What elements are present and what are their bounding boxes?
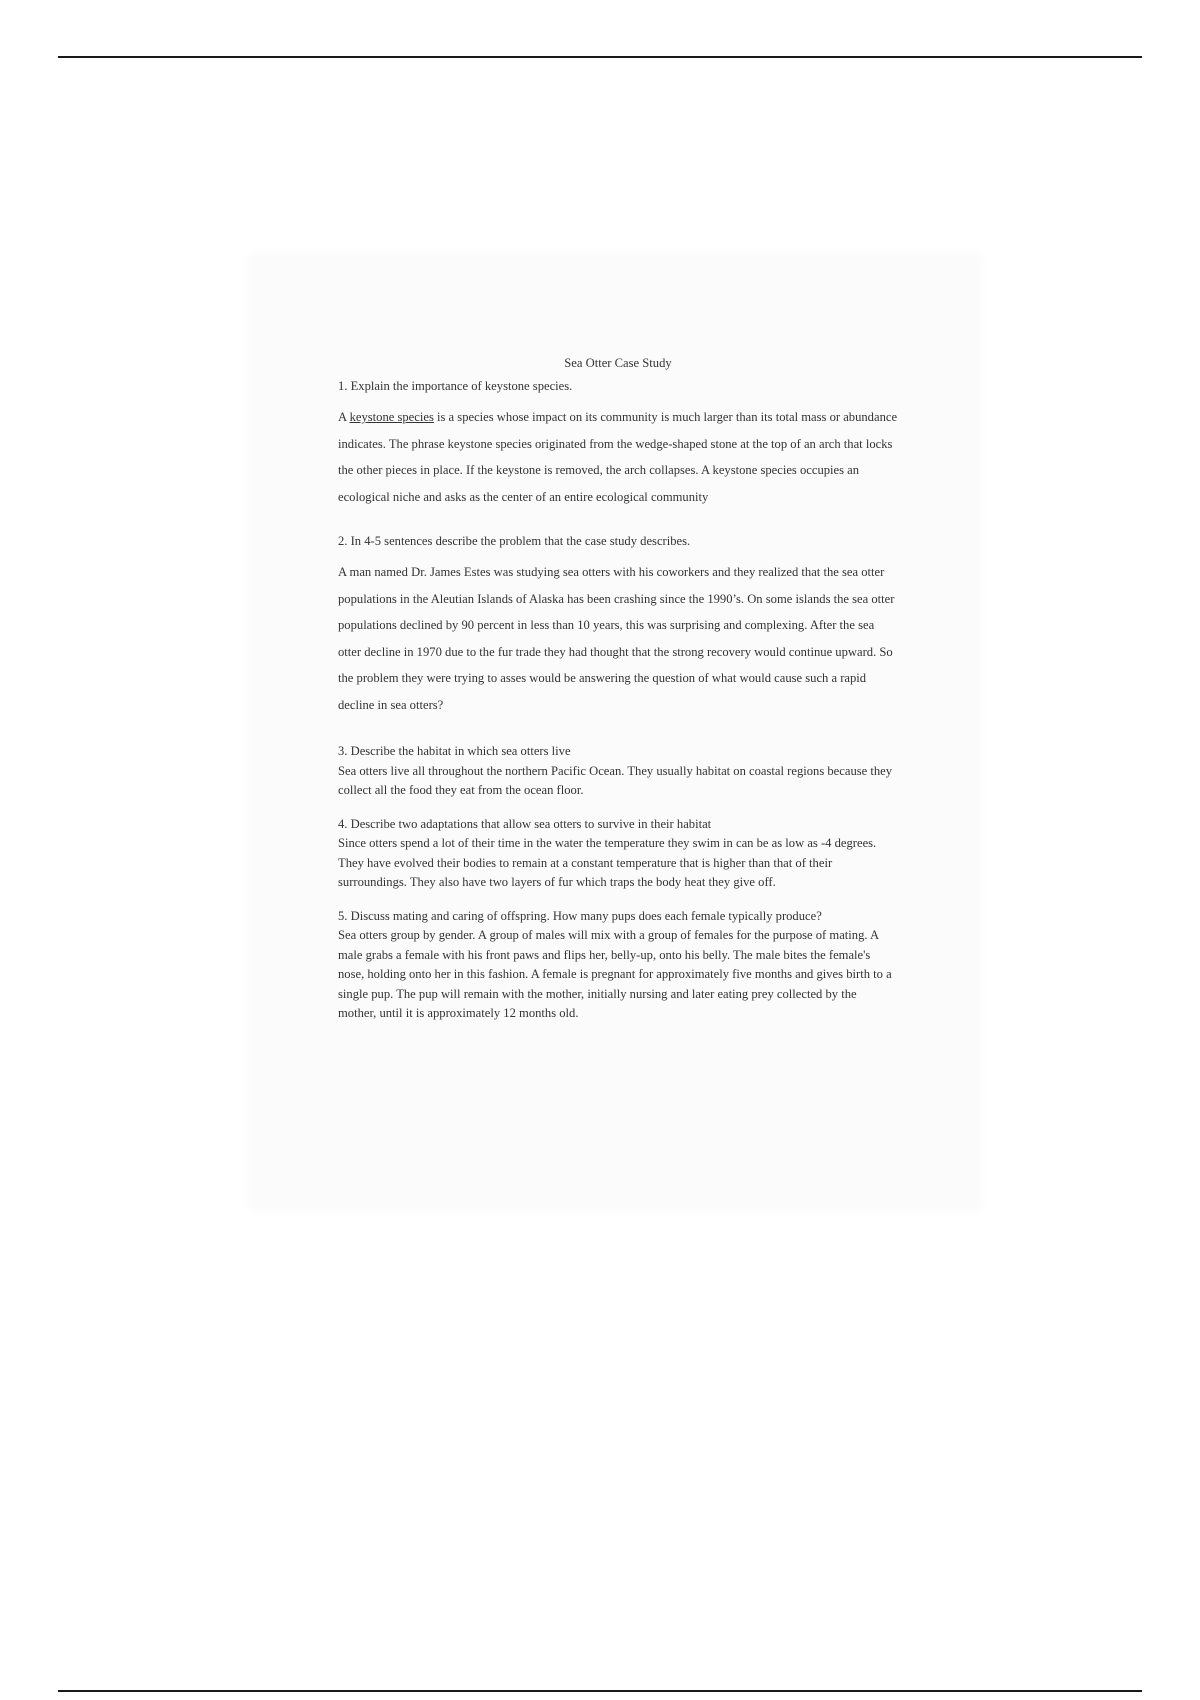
question-3: 3. Describe the habitat in which sea otters live <box>338 744 571 758</box>
bottom-rule <box>58 1690 1142 1692</box>
document-content <box>338 356 898 1024</box>
question-1: 1. Explain the importance of keystone species. <box>338 379 573 393</box>
top-rule <box>58 56 1142 58</box>
answer-1-prefix: A <box>338 410 350 424</box>
keystone-species-term: keystone species <box>349 410 434 424</box>
question-4: 4. Describe two adaptations that allow sea otters to survive in their habitat <box>338 816 712 831</box>
question-2: 2. In 4-5 sentences describe the problem that the case study describes. <box>338 534 691 548</box>
question-5: 5. Discuss mating and caring of offspring. How many pups does each female typically produce? <box>338 908 822 923</box>
answer-1 <box>338 404 898 510</box>
answer-5: Sea otters group by gender. A group of males will mix with a group of females for the purpose of mating. A male grabs a female with his front paws and flips her, belly-up, onto his belly. The male bites the female's nose, holding onto her in this fashion. A female is pregnant for approximately five months and gives birth to a single pup. The pup will remain with the mother, initially nursing and later eating prey collected by the mother, until it is approximately 12 months old. <box>338 928 892 1020</box>
answer-1-rest: is a species whose impact on its community is much larger than its total mass or abundance indicates. The phrase keystone species originated from the wedge-shaped stone at the top of an arch that locks the other pieces in place. If the keystone is removed, the arch collapses. A keystone species occupies an ecological niche and asks as the center of an entire ecological community <box>338 410 898 504</box>
answer-4: Since otters spend a lot of their time in the water the temperature they swim in can be as low as -4 degrees. They have evolved their bodies to remain at a constant temperature that is higher than that of their surroundings. They also have two layers of fur which traps the body heat they give off. <box>338 836 877 889</box>
answer-2: A man named Dr. James Estes was studying sea otters with his coworkers and they realized that the sea otter populations in the Aleutian Islands of Alaska has been crashing since the 1990’s. On some islands the sea otter populations declined by 90 percent in less than 10 years, this was surprising and complexing. After the sea otter decline in 1970 due to the fur trade they had thought that the strong recovery would continue upward. So the problem they were trying to asses would be answering the question of what would cause such a rapid decline in sea otters? <box>338 565 895 712</box>
answer-3: Sea otters live all throughout the northern Pacific Ocean. They usually habitat on coastal regions because they collect all the food they eat from the ocean floor. <box>338 763 893 797</box>
document-title: Sea Otter Case Study <box>564 356 672 370</box>
